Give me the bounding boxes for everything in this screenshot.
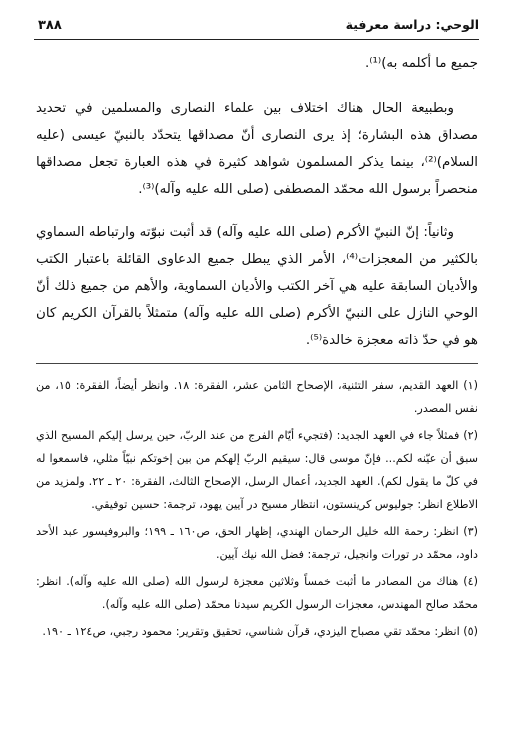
page-header	[34, 17, 479, 40]
footnote-3: (٣) انظر: رحمة الله خليل الرحمان الهندي، إظهار الحق، ص١٦٠ ـ ١٩٩؛ والبروفيسور عبد الأحد داود، محمّد در تورات وانجيل، ترجمة: فضل الله نيك آيين.	[36, 525, 479, 561]
running-title: الوحي: دراسة معرفية	[345, 17, 479, 32]
paragraph-continuation: جميع ما أكلمه به)⁽¹⁾.	[365, 56, 478, 71]
footnote-2: (٢) فمثلاً جاء في العهد الجديد: (فتجيء أيّام الفرج من عند الربّ، حين يرسل إليكم المسيح الذي سبق أن عيّنه لكم... فإنّ موسى قال: سيقيم الربّ إلهكم من بين إخوتكم نبيّاً مثلي، فاسمعوا له في كلّ ما يقول لكم). العهد الجديد، أعمال الرسل، الإصحاح الثالث، الفقرة: ٢٠ ـ ٢٢. ولمزيد من الاطلاع انظر: جوليوس كرينستون، انتظار مسيح در آيين يهود، ترجمة: حسين توفيقي.	[36, 429, 478, 511]
footnote-5: (٥) انظر: محمّد تقي مصباح اليزدي، قرآن شناسي، تحقيق وتقرير: محمود رجبي، ص١٢٤ ـ ١٩٠.	[42, 625, 478, 638]
page-number: ٣٨٨	[38, 18, 62, 33]
footnote-1: (١) العهد القديم، سفر التثنية، الإصحاح الثامن عشر، الفقرة: ١٨. وانظر أيضاً، الفقرة: ١٥، من نفس المصدر.	[36, 379, 478, 415]
body-text	[36, 46, 478, 354]
paragraph-prophecy-dispute: وبطبيعة الحال هناك اختلاف بين علماء النصارى والمسلمين في تحديد مصداق هذه البشارة؛ إذ يرى النصارى أنّ مصداقها يتحدّد بالنبيّ عيسى (عليه السلام)⁽²⁾، بينما يذكر المسلمون شواهد كثيرة في هذه العبارة تجعل مصداقها منحصراً برسول الله محمّد المصطفى (صلى الله عليه وآله)⁽³⁾.	[36, 101, 478, 197]
paragraph-second-point: وثانياً: إنّ النبيّ الأكرم (صلى الله عليه وآله) قد أثبت نبوّته وارتباطه السماوي بالكثير من المعجزات⁽⁴⁾، الأمر الذي يبطل جميع الدعاوى القائلة باعتبار الكتب والأديان السابقة عليه هي آخر الكتب والأديان السماوية، والأهم من جميع ذلك أنّ الوحي النازل على النبيّ الأكرم (صلى الله عليه وآله) متمثلاً بالقرآن الكريم كان هو في حدّ ذاته معجزة خالدة⁽⁵⁾.	[36, 225, 479, 348]
footnotes	[36, 374, 478, 647]
footnote-4: (٤) هناك من المصادر ما أثبت خمساً وثلاثين معجزة لرسول الله (صلى الله عليه وآله). انظر: محمّد صالح المهندس، معجزات الرسول الكريم سيدنا محمّد (صلى الله عليه وآله).	[36, 575, 478, 611]
footnote-separator	[36, 363, 478, 364]
